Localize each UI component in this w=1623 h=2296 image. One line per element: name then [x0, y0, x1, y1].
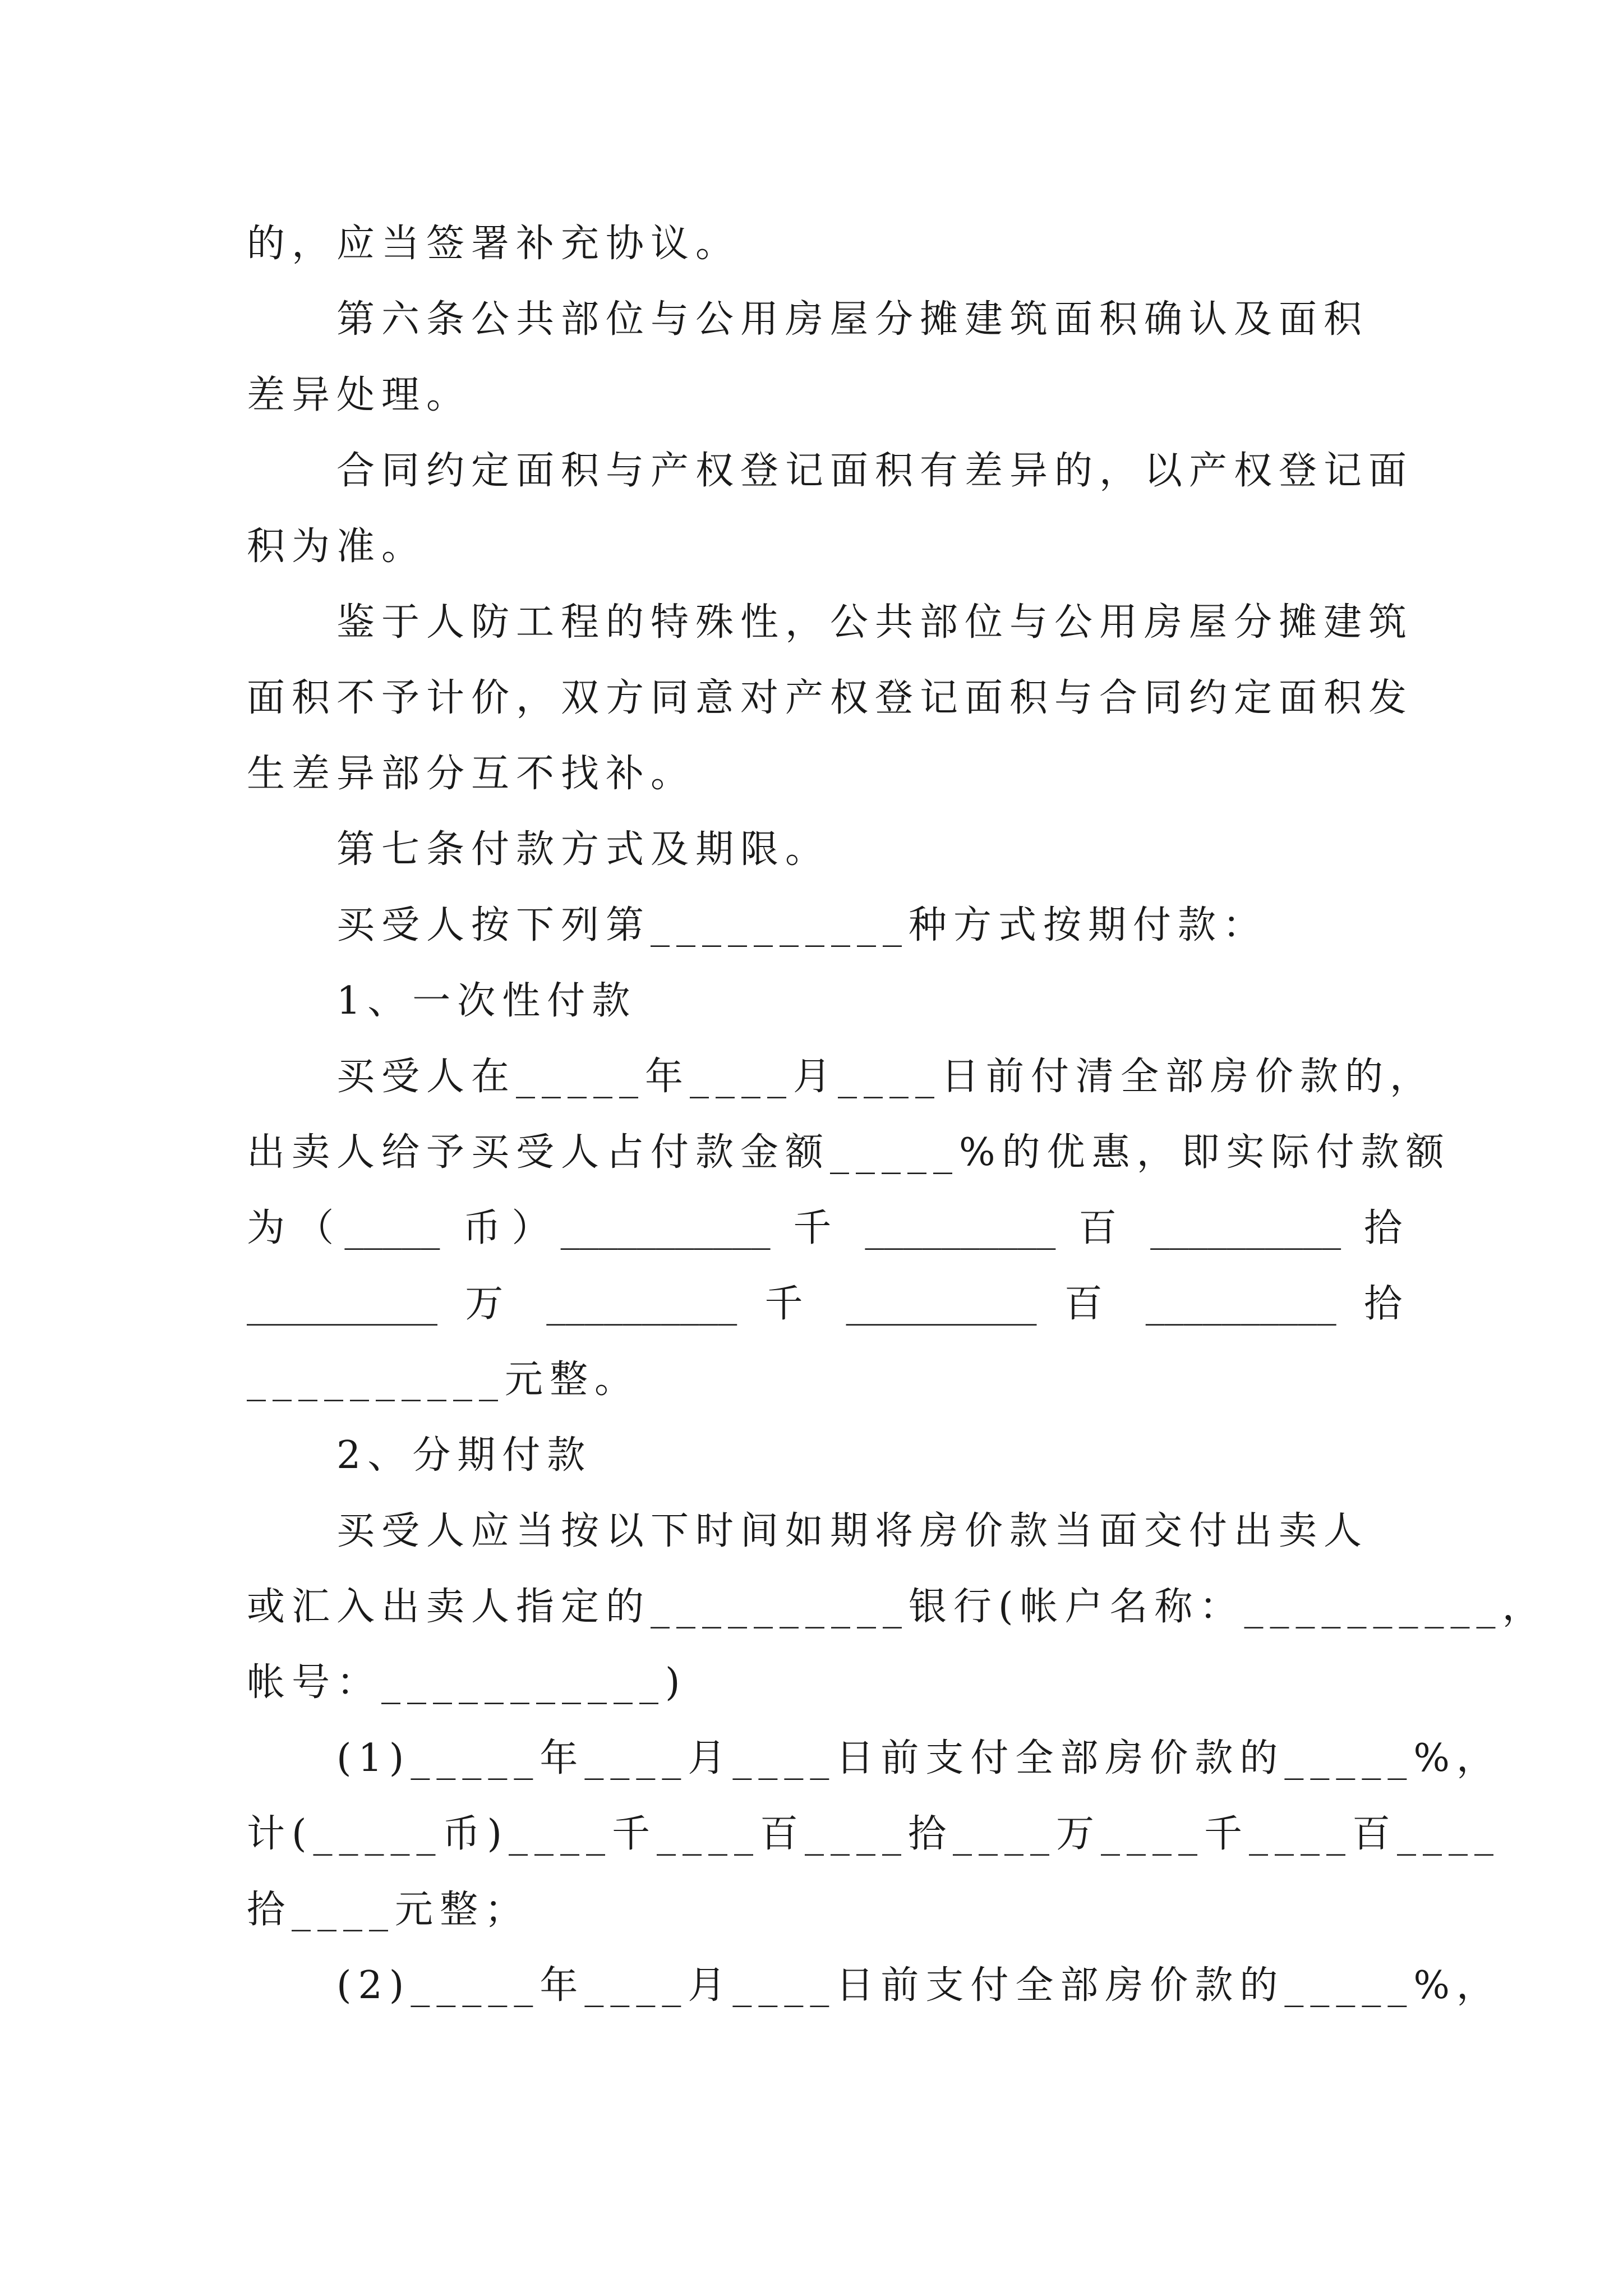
subsection-heading: 1、一次性付款	[336, 979, 637, 1023]
article-heading: 第七条付款方式及期限。	[336, 827, 831, 872]
paragraph-line: __________元整。	[247, 1358, 640, 1402]
paragraph-line: 买受人在_____年____月____日前付清全部房价款的，	[336, 1055, 1435, 1099]
paragraph-line: 合同约定面积与产权登记面积有差异的，以产权登记面	[336, 449, 1414, 493]
paragraph-line: 计(_____币)____千____百____拾____万____千____百____	[247, 1812, 1501, 1856]
paragraph-line: 买受人按下列第__________种方式按期付款：	[336, 903, 1268, 947]
paragraph-line: 积为准。	[247, 524, 427, 569]
paragraph-line: 生差异部分互不找补。	[247, 752, 696, 796]
paragraph-line: 买受人应当按以下时间如期将房价款当面交付出卖人	[336, 1509, 1369, 1553]
paragraph-line: 帐号：___________)	[247, 1660, 687, 1705]
paragraph-line: 差异处理。	[247, 373, 472, 417]
paragraph-line: (1)_____年____月____日前支付全部房价款的_____%，	[336, 1736, 1501, 1780]
paragraph-line: (2)_____年____月____日前支付全部房价款的_____%，	[336, 1963, 1501, 2008]
paragraph-line: 出卖人给予买受人占付款金额_____%的优惠，即实际付款额	[247, 1130, 1451, 1175]
paragraph-line: 为（_____ 币）___________ 千 __________ 百 __________ 拾	[247, 1206, 1402, 1250]
paragraph-line: 的，应当签署补充协议。	[247, 222, 741, 266]
paragraph-line: 或汇入出卖人指定的__________银行(帐户名称：__________，	[247, 1585, 1547, 1629]
paragraph-line: __________ 万 __________ 千 __________ 百 __________ 拾	[247, 1282, 1402, 1326]
paragraph-line: 面积不予计价，双方同意对产权登记面积与合同约定面积发	[247, 676, 1414, 720]
paragraph-line: 拾____元整；	[247, 1888, 530, 1932]
subsection-heading: 2、分期付款	[336, 1433, 592, 1478]
paragraph-line: 鉴于人防工程的特殊性，公共部位与公用房屋分摊建筑	[336, 600, 1414, 645]
article-heading: 第六条公共部位与公用房屋分摊建筑面积确认及面积	[336, 297, 1369, 342]
